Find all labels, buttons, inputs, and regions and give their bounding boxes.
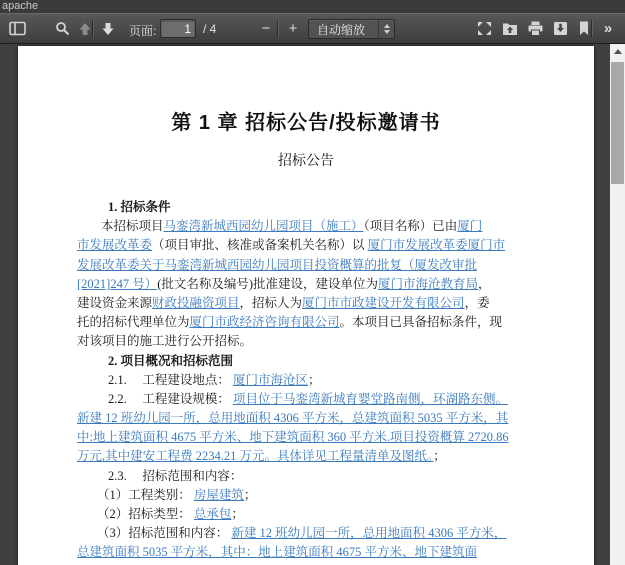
text-line	[77, 428, 542, 447]
scroll-up-button[interactable]	[610, 44, 625, 59]
search-button[interactable]	[50, 17, 74, 40]
document-subtitle: 招标公告	[278, 152, 334, 168]
text-segment: 2. 项目概况和招标范围	[108, 353, 234, 368]
filled-field: 马銮湾新城西园幼儿园项目（施工）	[163, 219, 364, 234]
toolbar-separator	[92, 20, 94, 37]
zoom-out-button[interactable]	[254, 17, 278, 40]
open-file-button[interactable]	[498, 17, 522, 40]
text-segment: (批文名称及编号)批准建设，建设单位为	[157, 276, 379, 291]
filled-field: 新建 12 班幼儿园一所，总用地面积 4306 平方米，总建筑面积 5035 平方米，其	[77, 411, 509, 426]
text-segment: ；	[231, 507, 244, 521]
filled-field: 厦门市海沧区	[233, 372, 309, 387]
text-segment: 。本项目已具备招标条件，现	[339, 315, 503, 330]
filled-field: 发展改革委关于马銮湾新城西园幼儿园项目投资概算的批复（厦发改审批	[77, 257, 478, 272]
text-line	[77, 332, 542, 351]
document-body	[77, 198, 542, 563]
text-line	[77, 352, 542, 371]
filled-field: 新建 12 班幼儿园一所，总用地面积 4306 平方米，	[231, 526, 507, 541]
text-line	[77, 543, 542, 562]
filled-field: 财政投融资项目	[152, 295, 240, 310]
text-segment: 本招标项目	[101, 219, 164, 234]
text-segment: ，招标人为	[239, 295, 303, 310]
filled-field: 厦门市发展改革委厦门市	[367, 238, 506, 253]
sidebar-toggle-button[interactable]	[5, 17, 29, 40]
toolbar-separator	[591, 20, 593, 37]
filled-field: 厦门市政经济咨询有限公司	[189, 315, 340, 330]
window-title-text: apache	[2, 0, 39, 12]
text-segment: 对该项目的施工进行公开招标。	[77, 334, 253, 349]
text-segment: 2.3. 招标范围和内容：	[108, 468, 243, 483]
presentation-mode-button[interactable]	[472, 17, 496, 40]
text-line	[77, 294, 542, 313]
text-line	[77, 486, 542, 505]
folder-open-icon	[502, 22, 518, 36]
window-title	[0, 0, 625, 13]
text-segment: （3）招标范围和内容：	[97, 526, 232, 541]
scroll-up-arrow-icon	[614, 49, 622, 54]
chevron-double-right-icon: »	[603, 20, 613, 37]
plus-icon: +	[288, 20, 298, 37]
pdf-page	[18, 46, 594, 565]
text-line	[77, 409, 542, 428]
text-line	[77, 275, 542, 294]
chapter-title: 第 1 章 招标公告/投标邀请书	[171, 112, 441, 134]
text-line	[77, 217, 542, 236]
text-segment: 2.2. 工程建设规模：	[108, 391, 234, 406]
text-segment: （1）工程类别：	[97, 487, 194, 502]
text-line	[77, 390, 542, 409]
text-segment: ；	[433, 449, 446, 464]
search-icon	[55, 21, 70, 36]
text-segment: ；	[308, 372, 321, 387]
pdf-toolbar	[0, 13, 625, 44]
text-segment: （项目名称）已由	[363, 219, 458, 234]
filled-field: 万元,其中建安工程费 2234.21 万元。具体详见工程量清单及图纸。	[77, 449, 434, 464]
zoom-select-value: 自动缩放	[317, 22, 366, 37]
text-segment: （项目审批、核准或备案机关名称）以	[152, 238, 368, 253]
filled-field: 项目位于马銮湾新城育婴堂路南侧，环湖路东侧。	[233, 391, 509, 406]
text-line	[77, 198, 542, 217]
filled-field: 房屋建筑	[193, 487, 244, 502]
text-line	[77, 313, 542, 332]
page-number-input[interactable]	[160, 19, 196, 38]
next-page-button[interactable]	[96, 17, 120, 40]
text-line	[77, 467, 542, 486]
filled-field: 市发展改革委	[77, 238, 153, 253]
zoom-in-button[interactable]	[281, 17, 305, 40]
filled-field: 厦门市海沧教育局	[378, 276, 479, 291]
fullscreen-icon	[477, 21, 492, 36]
page-label: 页面:	[129, 24, 157, 38]
filled-field: 中:地上建筑面积 4675 平方米、地下建筑面积 360 平方米.项目投资概算 2720.86	[77, 430, 509, 445]
text-line	[77, 371, 542, 390]
text-line	[77, 447, 542, 466]
filled-field: 总承包	[193, 507, 232, 521]
printer-icon	[528, 21, 543, 36]
scrollbar[interactable]	[610, 44, 625, 565]
download-button[interactable]	[548, 17, 572, 40]
filled-field: [2021]247 号）	[77, 276, 158, 291]
print-button[interactable]	[523, 17, 547, 40]
sidebar-toggle-icon	[9, 21, 26, 36]
text-segment: （2）招标类型：	[97, 507, 194, 521]
bookmark-icon	[578, 21, 590, 36]
text-segment: ，委	[464, 295, 490, 310]
filled-field: 总建筑面积 5035 平方米，其中：地上建筑面积 4675 平方米、地下建筑面	[77, 545, 478, 560]
zoom-select[interactable]	[308, 19, 395, 39]
text-segment: ；	[243, 487, 257, 502]
toolbar-separator	[277, 20, 279, 37]
text-segment: 1. 招标条件	[108, 200, 171, 214]
chevron-up-down-icon	[378, 20, 394, 38]
filled-field: 厦门	[457, 219, 483, 234]
pdf-viewer-area	[0, 44, 625, 565]
minus-icon: −	[261, 20, 271, 37]
text-segment: ，	[478, 276, 491, 291]
text-line	[77, 505, 542, 524]
filled-field: 厦门市市政建设开发有限公司	[302, 295, 465, 310]
page-total-label: / 4	[203, 22, 217, 36]
scrollbar-thumb[interactable]	[611, 62, 624, 184]
text-segment: 建设资金来源	[77, 295, 153, 310]
text-segment: 托的招标代理单位为	[77, 315, 190, 330]
text-segment: 2.1. 工程建设地点：	[108, 372, 234, 387]
text-line	[77, 524, 542, 543]
download-icon	[553, 21, 568, 36]
text-line	[77, 256, 542, 275]
arrow-down-icon	[101, 22, 115, 36]
text-line	[77, 236, 542, 255]
arrow-up-icon	[78, 22, 92, 36]
toolbar-more-button[interactable]	[596, 17, 620, 40]
